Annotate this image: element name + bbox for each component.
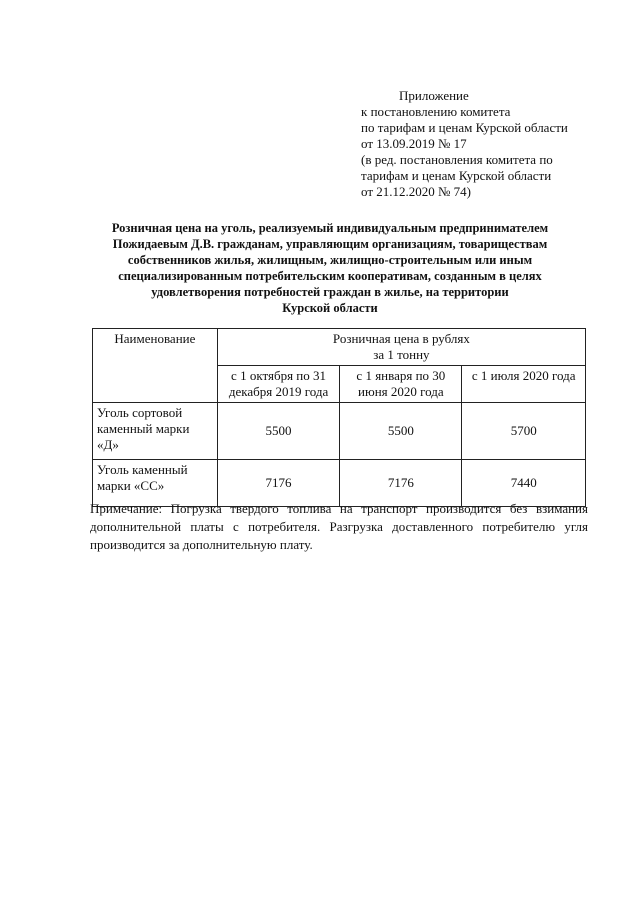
period-header: с 1 июля 2020 года [462,366,586,403]
title-line: специализированным потребительским кооперативам, созданным в целях [118,269,542,283]
title-line: Розничная цена на уголь, реализуемый индивидуальным предпринимателем [111,221,549,235]
note-paragraph [90,500,588,554]
appendix-header [361,88,611,200]
appendix-line: (в ред. постановления комитета по [361,152,553,167]
price-cell: 5500 [340,403,462,460]
price-table [92,328,586,507]
price-cell: 7440 [462,460,586,507]
title-line: Пожидаевым Д.В. гражданам, управляющим организациям, товариществам [112,237,548,251]
title-line: удовлетворения потребностей граждан в жилье, на территории [151,285,509,299]
row-name: Уголь каменный марки «СС» [93,460,218,507]
table-row [93,403,586,460]
appendix-line: к постановлению комитета [361,104,511,119]
table-header-row [93,329,586,366]
appendix-line: от 13.09.2019 № 17 [361,136,467,151]
appendix-line: по тарифам и ценам Курской области [361,120,568,135]
appendix-line: тарифам и ценам Курской области [361,168,552,183]
period-header: с 1 января по 30 июня 2020 года [340,366,462,403]
price-cell: 5500 [217,403,340,460]
price-cell: 5700 [462,403,586,460]
title-line: собственников жилья, жилищным, жилищно-строительным или иным [127,253,533,267]
price-cell: 7176 [217,460,340,507]
row-name: Уголь сортовой каменный марки «Д» [93,403,218,460]
note-line: Примечание: Погрузка твердого топлива на транспорт производится без взимания [90,501,588,516]
title-line: Курской области [282,301,378,315]
note-line: дополнительной платы с потребителя. Разгрузка доставленного потребителю угля [90,519,588,534]
appendix-line: Приложение [399,88,469,103]
document-title [80,220,580,316]
price-cell: 7176 [340,460,462,507]
price-column-header: Розничная цена в рублях за 1 тонну [217,329,585,366]
name-column-header: Наименование [93,329,218,403]
note-line: производится за дополнительную плату. [90,537,313,552]
appendix-line: от 21.12.2020 № 74) [361,184,471,199]
period-header: с 1 октября по 31 декабря 2019 года [217,366,340,403]
